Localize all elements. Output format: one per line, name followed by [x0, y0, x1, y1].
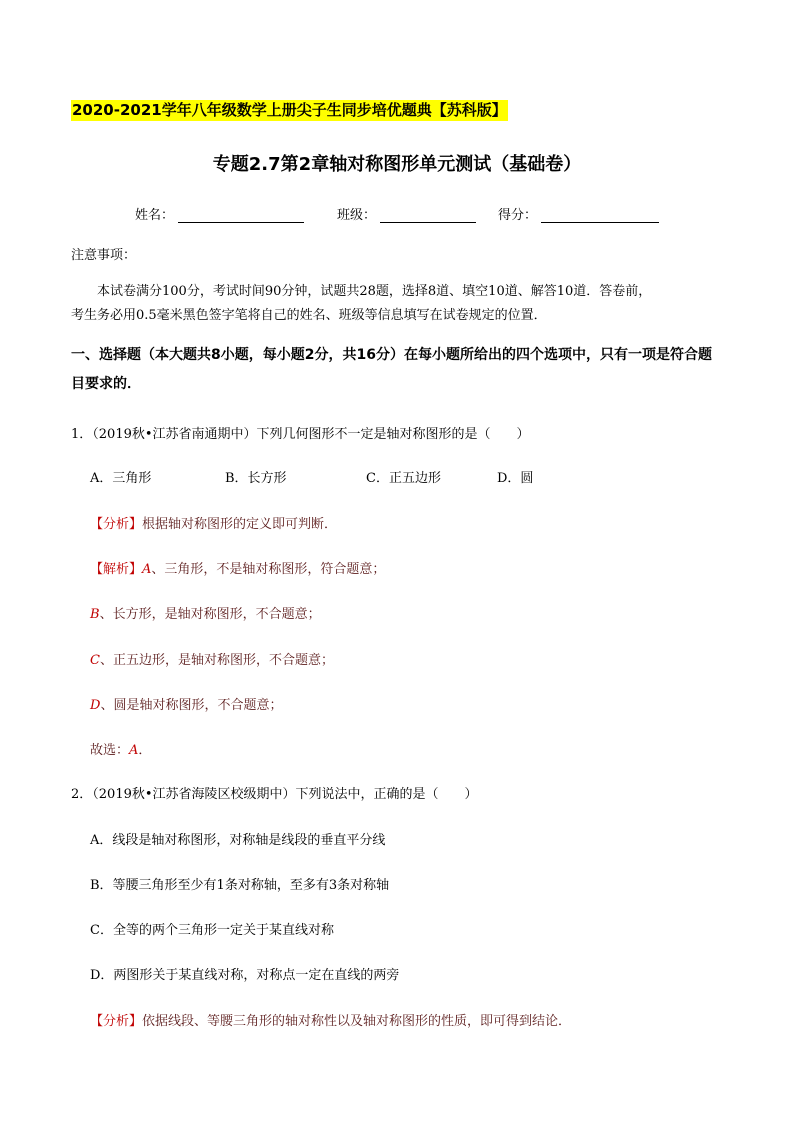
q2-option-c: C．全等的两个三角形一定关于某直线对称 — [90, 923, 334, 938]
series-title: 2020-2021学年八年级数学上册尖子生同步培优题典【苏科版】 — [72, 101, 507, 119]
q1-option-a: A．三角形 — [90, 471, 152, 486]
q1-sol-d-text: 、圆是轴对称图形，不合题意； — [100, 698, 283, 713]
q1-answer — [90, 739, 151, 758]
q1-stem: 1．（2019秋•江苏省南通期中）下列几何图形不一定是轴对称图形的是（ ） — [71, 427, 530, 442]
q2-analysis-tag: 【分析】 — [90, 1014, 143, 1029]
q1-answer-end: ． — [138, 743, 152, 758]
q1-option-d: D．圆 — [497, 471, 534, 486]
q1-sol-a-letter: A — [142, 562, 152, 577]
page-title: 专题2.7第2章轴对称图形单元测试（基础卷） — [212, 154, 582, 175]
q1-sol-c-text: 、正五边形，是轴对称图形，不合题意； — [99, 653, 334, 668]
q1-analysis-text: 根据轴对称图形的定义即可判断． — [142, 517, 338, 532]
name-blank[interactable] — [178, 208, 304, 223]
q2-analysis — [90, 1010, 571, 1029]
q1-option-b: B．长方形 — [225, 471, 287, 486]
q2-stem: 2．（2019秋•江苏省海陵区校级期中）下列说法中，正确的是（ ） — [71, 787, 478, 802]
section-heading-line-2: 目要求的． — [71, 376, 141, 392]
q2-option-a: A．线段是轴对称图形，对称轴是线段的垂直平分线 — [90, 833, 386, 848]
class-field — [337, 204, 476, 223]
score-blank[interactable] — [541, 208, 659, 223]
q1-sol-d-letter: D — [90, 698, 101, 713]
class-label: 班级： — [337, 208, 377, 223]
notice-heading: 注意事项： — [71, 248, 137, 263]
q2-option-d: D．两图形关于某直线对称，对称点一定在直线的两旁 — [90, 968, 400, 983]
q1-solution-c — [90, 649, 334, 668]
q1-analysis-tag: 【分析】 — [90, 517, 143, 532]
q1-solution-tag: 【解析】 — [90, 562, 143, 577]
q2-analysis-text: 依据线段、等腰三角形的轴对称性以及轴对称图形的性质，即可得到结论． — [142, 1014, 572, 1029]
name-label: 姓名： — [135, 208, 175, 223]
q1-sol-b-letter: B — [90, 607, 100, 622]
q1-answer-value: A — [129, 743, 139, 758]
notice-line-2: 考生务必用0.5毫米黑色签字笔将自己的姓名、班级等信息填写在试卷规定的位置． — [71, 308, 547, 323]
q2-option-b: B．等腰三角形至少有1条对称轴，至多有3条对称轴 — [90, 878, 390, 893]
q1-solution-b — [90, 603, 321, 622]
q1-solution-a — [90, 558, 385, 577]
score-label: 得分： — [498, 208, 538, 223]
q1-sol-a-text: 、三角形，不是轴对称图形，符合题意； — [151, 562, 386, 577]
q1-option-c: C．正五边形 — [366, 471, 441, 486]
q1-analysis — [90, 513, 337, 532]
name-field — [135, 204, 304, 223]
class-blank[interactable] — [380, 208, 476, 223]
notice-line-1: 本试卷满分100分，考试时间90分钟，试题共28题，选择8道、填空10道、解答10道．答卷前， — [97, 284, 652, 299]
q1-sol-b-text: 、长方形，是轴对称图形，不合题意； — [99, 607, 321, 622]
q1-solution-d — [90, 694, 282, 713]
score-field — [498, 204, 659, 223]
q1-sol-c-letter: C — [90, 653, 100, 668]
q1-answer-label: 故选： — [90, 743, 130, 758]
section-heading-line-1: 一、选择题（本大题共8小题，每小题2分，共16分）在每小题所给出的四个选项中，只有一项是符合题 — [71, 347, 712, 363]
